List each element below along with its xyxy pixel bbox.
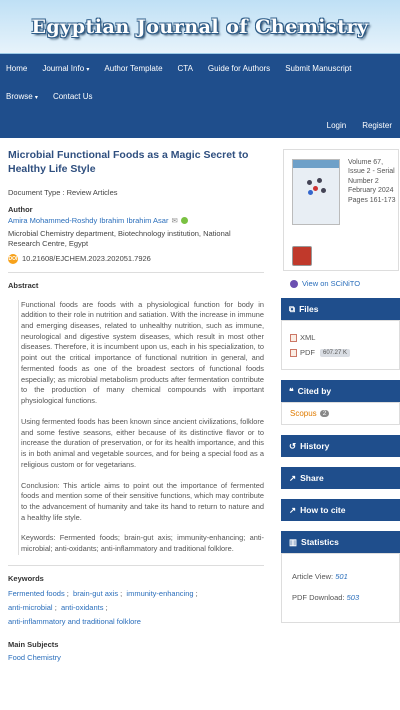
document-type: Document Type : Review Articles (8, 188, 118, 198)
abstract-paragraph: Using fermented foods has been known since ancient civilizations, folklore and some festive seasons, either because of its distinctive flavor or to increase the duration of preservation, or for its health importance, and this is in both animal and vegetable sources, and for being a special food as a religious custom or for vegetarians. (21, 416, 264, 469)
pdf-label: PDF (300, 348, 315, 357)
keyword-link[interactable]: Fermented foods (8, 588, 65, 598)
author-heading: Author (8, 205, 33, 215)
scinito-icon (290, 280, 298, 288)
keyword-list: Fermented foods ; brain-gut axis ; immunity-enhancing ; anti-microbial ; anti-oxidants ; anti-inflammatory and traditional folklore (8, 588, 198, 627)
keyword-link[interactable]: immunity-enhancing (126, 588, 194, 598)
abstract-keywords: Keywords: Fermented foods; brain-gut axis; immunity-enhancing; anti-microbial; anti-oxidants; anti-inflammatory and traditional folklore. (21, 533, 264, 554)
statistics-panel-header[interactable] (281, 531, 400, 553)
keyword-link[interactable]: brain-gut axis (73, 588, 119, 598)
scopus-link[interactable] (290, 409, 391, 418)
scinito-link[interactable] (290, 279, 400, 288)
journal-banner (0, 0, 400, 54)
nav-journal-info-label: Journal Info (42, 63, 85, 73)
bar-chart-icon: ▥ (289, 536, 298, 547)
statistics-panel (281, 553, 400, 623)
statistics-heading: Statistics (301, 537, 339, 547)
nav-journal-info[interactable] (42, 64, 89, 73)
doi-link[interactable]: 10.21608/EJCHEM.2023.202051.7926 (22, 254, 151, 264)
pdf-file-link[interactable] (290, 348, 391, 357)
caret-down-icon: ▾ (86, 66, 90, 73)
history-heading: History (300, 441, 330, 451)
caret-down-icon: ▾ (34, 94, 38, 101)
files-heading: Files (299, 304, 319, 314)
cited-by-panel (281, 402, 400, 425)
cited-by-heading: Cited by (297, 386, 332, 396)
issue-box (283, 149, 399, 271)
orcid-icon[interactable] (181, 217, 188, 224)
abstract-body (18, 300, 264, 555)
keywords-heading: Keywords (8, 573, 44, 583)
nav-cta[interactable]: CTA (177, 63, 193, 73)
history-panel-header[interactable] (281, 435, 400, 457)
pdf-file-icon (290, 349, 297, 357)
pdf-size-badge: 607.27 K (320, 349, 350, 357)
files-icon: ⧉ (289, 303, 296, 314)
how-to-cite-panel-header[interactable] (281, 499, 400, 521)
journal-cover-image[interactable] (292, 159, 340, 225)
xml-label: XML (300, 333, 316, 342)
abstract-heading: Abstract (8, 280, 39, 290)
molecule-icon (305, 178, 327, 196)
share-heading: Share (300, 473, 324, 483)
article-title: Microbial Functional Foods as a Magic Secret to Healthy Life Style (8, 149, 249, 175)
pdf-download-count: 503 (346, 593, 360, 602)
article-view-count: 501 (335, 572, 348, 581)
abstract-paragraph: Conclusion: This article aims to point out the importance of fermented foods and mention some of their sensitive functions, which may contribute to the advancement of humanity and take its hand to return to nature and a healthy life style. (21, 480, 264, 522)
sidebar (280, 139, 400, 623)
scopus-count-badge: 2 (320, 410, 330, 417)
pdf-download-label: PDF Download: (292, 593, 345, 602)
history-icon: ↺ (289, 440, 297, 451)
scinito-label: View on SCiNiTO (302, 279, 361, 288)
doi-icon: DOI (8, 255, 18, 262)
quote-icon: ❝ (289, 385, 294, 396)
cited-by-panel-header[interactable] (281, 380, 400, 402)
files-panel (281, 320, 400, 370)
scopus-label: Scopus (290, 409, 317, 418)
how-to-cite-heading: How to cite (300, 505, 346, 515)
xml-file-icon (290, 334, 297, 342)
journal-title: Egyptian Journal of Chemistry (31, 15, 369, 38)
files-panel-header[interactable] (281, 298, 400, 320)
issue-info: Volume 67, Issue 2 - Serial Number 2 February 2024 Pages 161-173 (348, 159, 396, 204)
main-subjects-heading: Main Subjects (8, 639, 59, 649)
nav-browse-label: Browse (6, 91, 33, 101)
login-link[interactable]: Login (326, 121, 347, 130)
article-view-stat (292, 572, 389, 581)
nav-guide-for-authors[interactable]: Guide for Authors (207, 63, 271, 73)
share-icon: ↗ (289, 472, 297, 483)
keyword-link[interactable]: anti-oxidants (60, 603, 104, 613)
nav-browse[interactable] (6, 92, 38, 101)
nav-submit-manuscript[interactable]: Submit Manuscript (285, 63, 352, 73)
subject-link[interactable]: Food Chemistry (8, 652, 61, 662)
abstract-paragraph: Functional foods are foods with a physiological function for body in addition to their role in nutrition and satiation. With the increase in immune and emerging diseases, related to unhealthy nutrition, such as immune, neurological and digestive system diseases, which result in most other diseases. Therefore, it is incumbent upon us, each in his specialization, to point out the critical importance of functional nutrition in general, and fermented foods as one of the broadest sectors of functional foods especially; as microbial metabolism products after fermentation contribute to the production of many chemical compounds with important physiological functions. (21, 299, 264, 406)
share-panel-header[interactable] (281, 467, 400, 489)
register-link[interactable]: Register (362, 121, 392, 130)
email-icon[interactable]: ✉ (171, 216, 178, 226)
external-link-icon: ↗ (289, 504, 297, 515)
nav-contact-us[interactable]: Contact Us (52, 91, 93, 101)
keyword-link[interactable]: anti-inflammatory and traditional folklore (8, 617, 141, 627)
main-navbar (0, 54, 400, 138)
nav-author-template[interactable]: Author Template (104, 63, 163, 73)
author-link[interactable]: Amira Mohammed-Roshdy Ibrahim Ibrahim Asar (8, 216, 169, 226)
keyword-link[interactable]: anti-microbial (8, 603, 53, 613)
pdf-download-stat (292, 593, 389, 602)
pdf-download-icon[interactable] (292, 246, 312, 266)
xml-file-link[interactable] (290, 333, 391, 342)
article-view-label: Article View: (292, 572, 334, 581)
affiliation: Microbial Chemistry department, Biotechnology institution, National Research Centre, Egypt (8, 229, 231, 249)
article-main (0, 139, 272, 667)
nav-home[interactable]: Home (6, 63, 28, 73)
